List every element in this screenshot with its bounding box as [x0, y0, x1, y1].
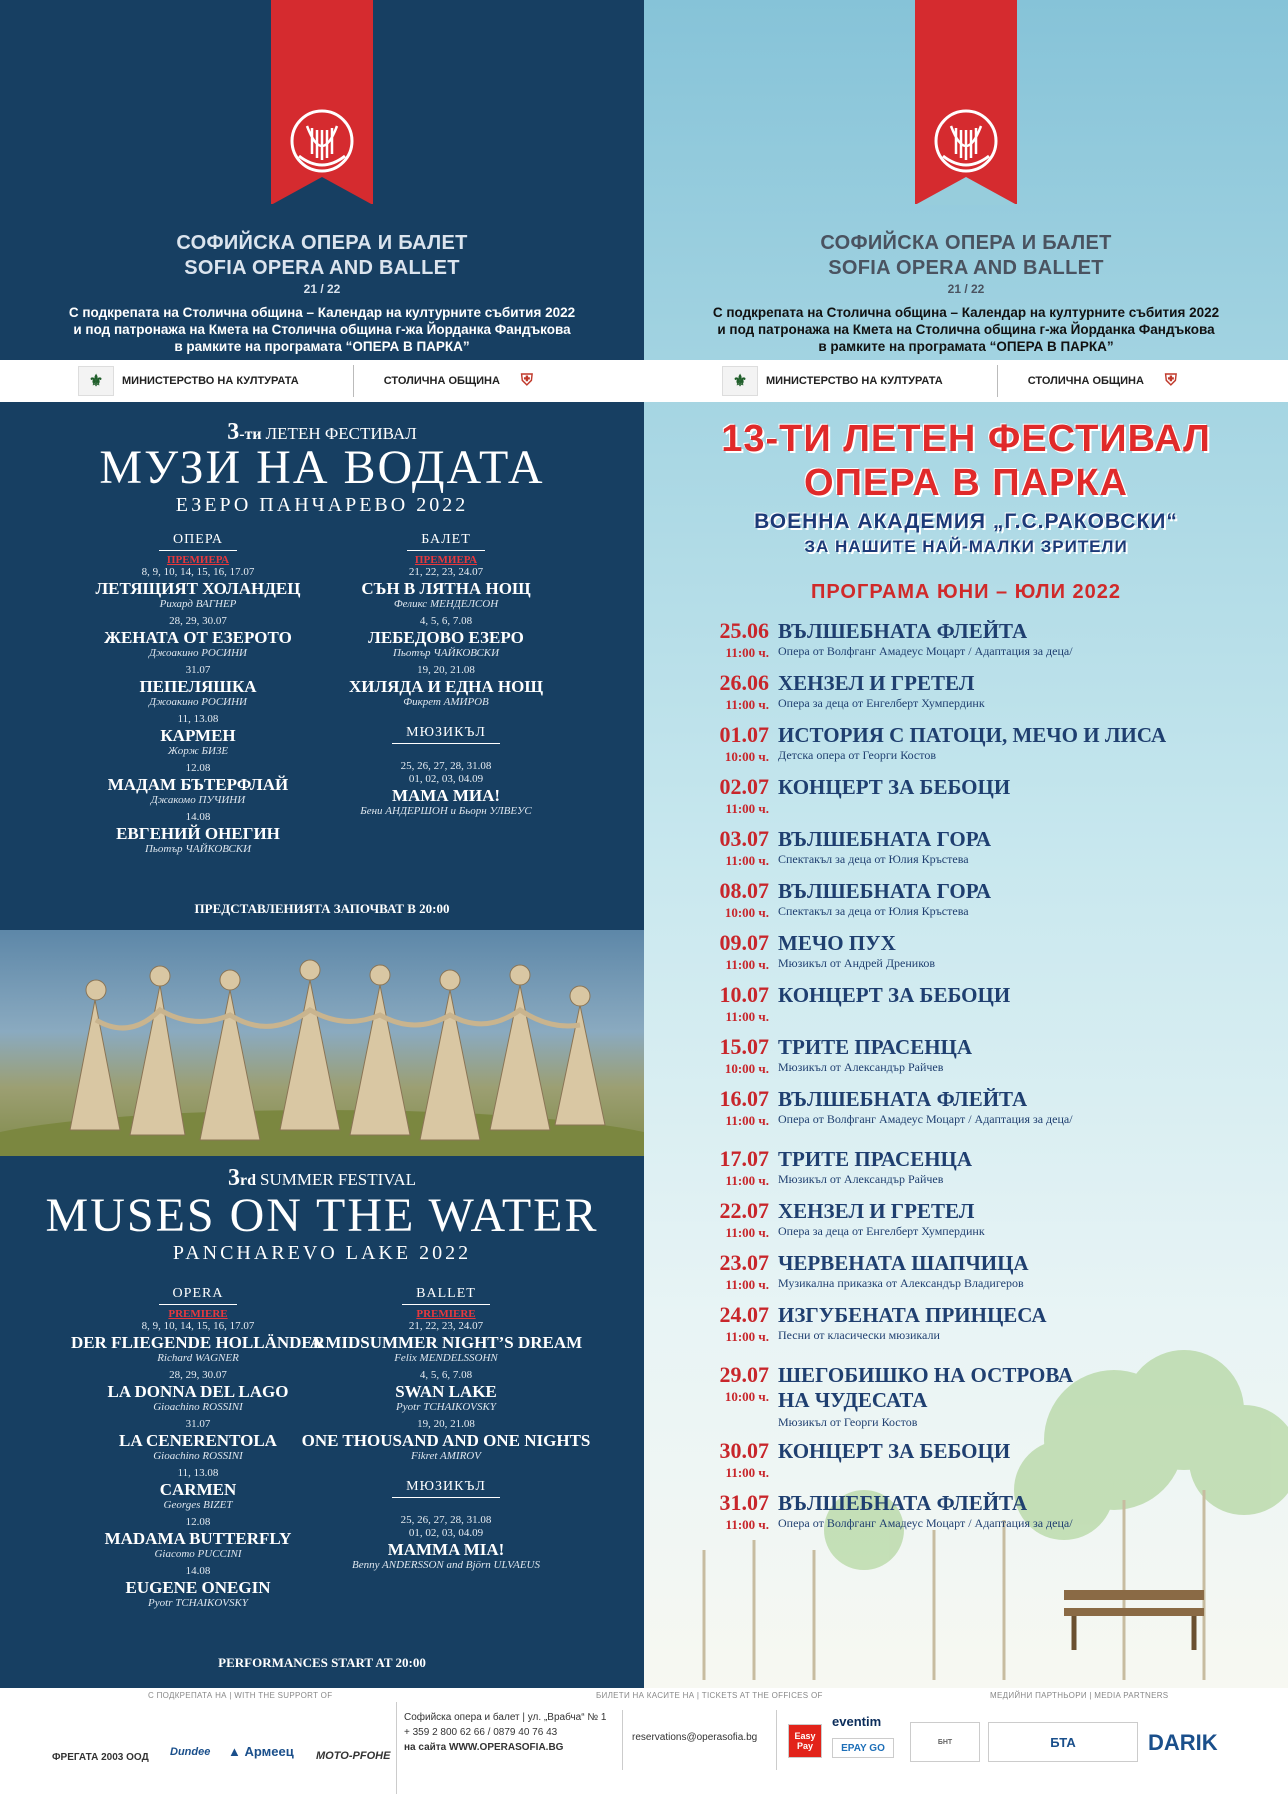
event-title: ШЕГОБИШКО НА ОСТРОВА НА ЧУДЕСАТА [778, 1363, 1074, 1412]
event-title: ВЪЛШЕБНАТА ГОРА [778, 879, 992, 903]
work-composer: Фикрет АМИРОВ [403, 696, 489, 708]
event-date: 29.07 [719, 1362, 769, 1387]
divider [353, 365, 354, 397]
musical-title: МАМА МИА! [391, 786, 501, 805]
musical-dates: 25, 26, 27, 28, 31.08 [400, 1514, 492, 1526]
sponsor-dundee-logo: Dundee [170, 1746, 211, 1758]
work-title: ONE THOUSAND AND ONE NIGHTS [301, 1431, 591, 1450]
work-dates: 28, 29, 30.07 [169, 615, 227, 627]
event-time: 11:00 ч. [725, 957, 769, 972]
park-audience: ЗА НАШИТЕ НАЙ-МАЛКИ ЗРИТЕЛИ [804, 537, 1128, 556]
muses-en-location: PANCHAREVO LAKE 2022 [172, 1242, 472, 1264]
event-description: Опера от Волфганг Амадеус Моцарт / Адаптация за деца/ [778, 1112, 1073, 1126]
work-composer: Жорж БИЗЕ [167, 745, 229, 757]
musical-title: MAMMA MIA! [387, 1540, 505, 1559]
municipality-crest-icon: ⛨ [1164, 372, 1177, 389]
event-title: КОНЦЕРТ ЗА БЕБОЦИ [778, 983, 1011, 1007]
event-description: Мюзикъл от Андрей Дреников [778, 956, 936, 970]
easypay-logo: Easy Pay [788, 1724, 822, 1758]
ordinal-suffix: rd [239, 1172, 256, 1189]
eventim-logo: eventim [832, 1714, 882, 1729]
event-date: 25.06 [719, 618, 769, 643]
work-composer: Джоакино РОСИНИ [149, 696, 247, 708]
sponsor-armeec-logo [228, 1744, 294, 1759]
en-ballet-column [296, 1284, 596, 1576]
work-composer: Fikret AMIROV [411, 1450, 481, 1462]
event-date: 09.07 [719, 930, 769, 955]
darik-logo: DARIK [1148, 1730, 1218, 1755]
event-title: МЕЧО ПУХ [778, 931, 896, 955]
event-time: 10:00 ч. [724, 1061, 769, 1076]
event-date: 03.07 [719, 826, 769, 851]
municipality-crest-icon: ⛨ [520, 372, 533, 389]
work-dates: 8, 9, 10, 14, 15, 16, 17.07 [141, 566, 255, 578]
work-title: КАРМЕН [160, 726, 236, 745]
work-dates: 14.08 [185, 1565, 211, 1577]
work-dates: 12.08 [185, 1516, 211, 1528]
event-date: 16.07 [719, 1086, 769, 1111]
municipality-label: СТОЛИЧНА ОБЩИНА [1027, 375, 1144, 387]
event-title: ИЗГУБЕНАТА ПРИНЦЕСА [778, 1303, 1047, 1327]
work-item [296, 664, 596, 709]
work-dates: 14.08 [185, 811, 211, 823]
work-title: СЪН В ЛЯТНА НОЩ [361, 579, 531, 598]
org-name-en: SOFIA OPERA AND BALLET [184, 257, 460, 279]
ordinal: 3 [227, 1165, 240, 1191]
event-description: Детска опера от Георги Костов [778, 748, 936, 762]
work-dates: 21, 22, 23, 24.07 [408, 566, 484, 578]
column-heading: BALLET [402, 1286, 490, 1305]
event-date: 24.07 [719, 1302, 769, 1327]
armeec-icon: ▲ [228, 1744, 241, 1759]
work-composer: Richard WAGNER [157, 1352, 239, 1364]
event-time: 11:00 ч. [725, 645, 769, 660]
event-title: ВЪЛШЕБНАТА ГОРА [778, 827, 992, 851]
event-title: ЧЕРВЕНАТА ШАПЧИЦА [778, 1251, 1029, 1275]
festival-label: ЛЕТЕН ФЕСТИВАЛ [265, 424, 417, 443]
work-item [296, 615, 596, 660]
work-composer: Рихард ВАГНЕР [159, 598, 237, 610]
armeec-label: Армеец [244, 1744, 294, 1759]
premiere-label: PREMIERE [168, 1308, 228, 1320]
footer [0, 1688, 1288, 1802]
support-line-1: С подкрепата на Столична община – Календар на културните събития 2022 [68, 305, 576, 320]
event-title: КОНЦЕРТ ЗА БЕБОЦИ [778, 1439, 1011, 1463]
work-list [296, 566, 596, 709]
event-date: 30.07 [719, 1438, 769, 1463]
work-item [296, 1320, 596, 1365]
event-date: 08.07 [719, 878, 769, 903]
program-title: ПРОГРАМА ЮНИ – ЮЛИ 2022 [810, 581, 1122, 603]
office-name: Софийска опера и балет [404, 1712, 520, 1723]
event-date: 15.07 [719, 1034, 769, 1059]
work-dates: 31.07 [185, 1418, 211, 1430]
event-title: ВЪЛШЕБНАТА ФЛЕЙТА [778, 1087, 1028, 1111]
event-date: 22.07 [719, 1198, 769, 1223]
event-description: Опера за деца от Енгелберт Хумпердинк [778, 1224, 985, 1238]
event-date: 01.07 [719, 722, 769, 747]
work-composer: Феликс МЕНДЕЛСОН [393, 598, 499, 610]
work-title: ХИЛЯДА И ЕДНА НОЩ [348, 677, 544, 696]
work-title: LA DONNA DEL LAGO [107, 1382, 289, 1401]
ordinal: 3 [227, 419, 240, 445]
event-title: ХЕНЗЕЛ И ГРЕТЕЛ [778, 671, 975, 695]
support-line-3: в рамките на програмата “ОПЕРА В ПАРКА” [818, 339, 1114, 354]
support-line-2: и под патронажа на Кмета на Столична община г-жа Йорданка Фандъкова [717, 322, 1215, 337]
event-date: 17.07 [719, 1146, 769, 1171]
season: 21 / 22 [947, 282, 985, 296]
work-item [296, 1369, 596, 1414]
work-title: DER FLIEGENDE HOLLÄNDER [70, 1333, 326, 1352]
festival-label: SUMMER FESTIVAL [259, 1170, 417, 1189]
event-title: КОНЦЕРТ ЗА БЕБОЦИ [778, 775, 1011, 799]
event-description: Мюзикъл от Георги Костов [778, 1415, 918, 1429]
work-composer: Felix MENDELSSOHN [394, 1352, 498, 1364]
website-link[interactable]: на сайта WWW.OPERASOFIA.BG [404, 1742, 564, 1753]
work-title: ЛЕТЯЩИЯТ ХОЛАНДЕЦ [95, 579, 301, 598]
event-title: ВЪЛШЕБНАТА ФЛЕЙТА [778, 619, 1028, 643]
work-title: МАДАМ БЪТЕРФЛАЙ [107, 775, 289, 794]
musical-heading: МЮЗИКЪЛ [392, 1479, 500, 1498]
premiere-label: ПРЕМИЕРА [166, 554, 230, 566]
event-date: 02.07 [719, 774, 769, 799]
work-item [296, 566, 596, 611]
musical-composer: Бени АНДЕРШОН и Бьорн УЛВЕУС [360, 805, 532, 817]
sponsor-fregata-logo: ФРЕГАТА 2003 ООД [52, 1752, 149, 1763]
event-time: 11:00 ч. [725, 1225, 769, 1240]
bta-logo: БТА [988, 1722, 1138, 1762]
event-description: Мюзикъл от Александър Райчев [778, 1060, 944, 1074]
work-dates: 11, 13.08 [177, 1467, 219, 1479]
org-name-bg: СОФИЙСКА ОПЕРА И БАЛЕТ [820, 232, 1112, 254]
event-time: 11:00 ч. [725, 1113, 769, 1128]
support-line-3: в рамките на програмата “ОПЕРА В ПАРКА” [174, 339, 470, 354]
work-dates: 4, 5, 6, 7.08 [419, 615, 473, 627]
event-date: 23.07 [719, 1250, 769, 1275]
divider [776, 1710, 777, 1770]
bnt-logo: БНТ [910, 1722, 980, 1762]
ribbon [915, 0, 1017, 204]
work-dates: 31.07 [185, 664, 211, 676]
work-composer: Пьотър ЧАЙКОВСКИ [392, 647, 500, 659]
event-description: Мюзикъл от Александър Райчев [778, 1172, 944, 1186]
tickets-label: БИЛЕТИ НА КАСИТЕ НА | TICKETS AT THE OFFICES OF [596, 1691, 823, 1700]
dancing-muses-painting [0, 930, 644, 1156]
event-time: 11:00 ч. [725, 1277, 769, 1292]
ministry-crest-icon: ⚜ [722, 366, 758, 396]
start-time-note: ПРЕДСТАВЛЕНИЯТА ЗАПОЧВАТ В 20:00 [194, 901, 450, 916]
support-line-1: С подкрепата на Столична община – Календар на културните събития 2022 [712, 305, 1220, 320]
right-panel [644, 0, 1288, 1688]
park-festival-line1: 13-ТИ ЛЕТЕН ФЕСТИВАЛ [721, 418, 1211, 460]
season: 21 / 22 [303, 282, 341, 296]
work-list [296, 1320, 596, 1463]
work-composer: Pyotr TCHAIKOVSKY [148, 1597, 248, 1609]
park-festival-title: ОПЕРА В ПАРКА [804, 462, 1128, 504]
sponsor-moto-logo: МОТО-PFOHE [316, 1750, 391, 1762]
event-time: 10:00 ч. [724, 1389, 769, 1404]
event-title: ТРИТЕ ПРАСЕНЦА [778, 1147, 973, 1171]
work-dates: 21, 22, 23, 24.07 [408, 1320, 484, 1332]
muses-en-title: MUSES ON THE WATER [45, 1189, 599, 1242]
event-time: 11:00 ч. [725, 1329, 769, 1344]
work-composer: Giacomo PUCCINI [154, 1548, 242, 1560]
ministry-label: МИНИСТЕРСТВО НА КУЛТУРАТА [122, 375, 299, 387]
municipality-label: СТОЛИЧНА ОБЩИНА [383, 375, 500, 387]
work-dates: 28, 29, 30.07 [169, 1369, 227, 1381]
event-date: 26.06 [719, 670, 769, 695]
left-panel [0, 0, 644, 1688]
phone-number: + 359 2 800 62 66 / 0879 40 76 43 [404, 1727, 558, 1738]
work-dates: 12.08 [185, 762, 211, 774]
office-info [404, 1710, 606, 1755]
ordinal-suffix: -ти [239, 426, 262, 443]
premiere-label: ПРЕМИЕРА [414, 554, 478, 566]
media-label: МЕДИЙНИ ПАРТНЬОРИ | MEDIA PARTNERS [990, 1691, 1169, 1700]
park-venue: ВОЕННА АКАДЕМИЯ „Г.С.РАКОВСКИ“ [754, 510, 1178, 533]
work-composer: Georges BIZET [163, 1499, 233, 1511]
muses-bg-title: МУЗИ НА ВОДАТА [99, 441, 545, 494]
work-composer: Джоакино РОСИНИ [149, 647, 247, 659]
office-line: Софийска опера и балет | ул. „Врабча“ № 1 [404, 1712, 607, 1723]
org-name-bg: СОФИЙСКА ОПЕРА И БАЛЕТ [176, 232, 468, 254]
support-label: С ПОДКРЕПАТА НА | WITH THE SUPPORT OF [148, 1691, 333, 1700]
event-time: 11:00 ч. [725, 1173, 769, 1188]
work-dates: 11, 13.08 [177, 713, 219, 725]
event-description: Песни от класически мюзикали [778, 1328, 940, 1342]
work-title: ЖЕНАТА ОТ ЕЗЕРОТО [104, 628, 292, 647]
work-dates: 19, 20, 21.08 [417, 1418, 475, 1430]
work-title: CARMEN [159, 1480, 237, 1499]
event-description: Спектакъл за деца от Юлия Кръстева [778, 904, 969, 918]
office-address: ул. „Врабча“ № 1 [527, 1712, 607, 1723]
column-heading: OPERA [159, 1286, 238, 1305]
event-description: Опера от Волфганг Амадеус Моцарт / Адаптация за деца/ [778, 1516, 1073, 1530]
work-composer: Пьотър ЧАЙКОВСКИ [144, 843, 252, 855]
partner-logo-strip [0, 360, 644, 402]
divider [997, 365, 998, 397]
event-title: ИСТОРИЯ С ПАТОЦИ, МЕЧО И ЛИСА [778, 723, 1167, 747]
divider [622, 1710, 623, 1770]
event-description: Опера за деца от Енгелберт Хумпердинк [778, 696, 985, 710]
work-item [296, 1418, 596, 1463]
event-date: 10.07 [719, 982, 769, 1007]
ribbon [271, 0, 373, 204]
work-title: A MIDSUMMER NIGHT’S DREAM [309, 1333, 583, 1352]
muses-bg-location: ЕЗЕРО ПАНЧАРЕВО 2022 [175, 494, 469, 516]
work-title: ПЕПЕЛЯШКА [139, 677, 257, 696]
column-heading: БАЛЕТ [407, 532, 485, 551]
musical-dates: 01, 02, 03, 04.09 [408, 773, 484, 785]
start-time-note: PERFORMANCES START AT 20:00 [218, 1655, 426, 1670]
epay-go-logo: EPAY GO [832, 1738, 894, 1758]
musical-dates: 25, 26, 27, 28, 31.08 [400, 760, 492, 772]
event-time: 11:00 ч. [725, 1517, 769, 1532]
event-description: Музикална приказка от Александър Владигеров [778, 1276, 1024, 1290]
event-title: ВЪЛШЕБНАТА ФЛЕЙТА [778, 1491, 1028, 1515]
ministry-crest-icon: ⚜ [78, 366, 114, 396]
dancing-figures-image [0, 930, 644, 1156]
lyre-emblem-icon [287, 106, 357, 176]
work-title: SWAN LAKE [395, 1382, 497, 1401]
support-line-2: и под патронажа на Кмета на Столична община г-жа Йорданка Фандъкова [73, 322, 571, 337]
event-time: 10:00 ч. [724, 905, 769, 920]
work-composer: Gioachino ROSSINI [153, 1401, 243, 1413]
event-time: 10:00 ч. [724, 749, 769, 764]
lyre-emblem-icon [931, 106, 1001, 176]
work-composer: Gioachino ROSSINI [153, 1450, 243, 1462]
premiere-label: PREMIERE [416, 1308, 476, 1320]
column-heading: ОПЕРА [159, 532, 237, 551]
event-time: 11:00 ч. [725, 853, 769, 868]
event-title: ХЕНЗЕЛ И ГРЕТЕЛ [778, 1199, 975, 1223]
email-link[interactable]: reservations@operasofia.bg [632, 1732, 758, 1743]
event-description: Опера от Волфганг Амадеус Моцарт / Адаптация за деца/ [778, 644, 1073, 658]
support-text [0, 304, 644, 355]
work-composer: Pyotr TCHAIKOVSKY [396, 1401, 496, 1413]
work-title: ЕВГЕНИЙ ОНЕГИН [116, 824, 280, 843]
support-text [644, 304, 1288, 355]
event-description: Спектакъл за деца от Юлия Кръстева [778, 852, 969, 866]
event-date: 31.07 [719, 1490, 769, 1515]
event-title: ТРИТЕ ПРАСЕНЦА [778, 1035, 973, 1059]
bg-ballet-column [296, 530, 596, 822]
work-composer: Джакомо ПУЧИНИ [150, 794, 246, 806]
event-time: 11:00 ч. [725, 1009, 769, 1024]
work-dates: 8, 9, 10, 14, 15, 16, 17.07 [141, 1320, 255, 1332]
partner-logo-strip [644, 360, 1288, 402]
event-time: 11:00 ч. [725, 1465, 769, 1480]
musical-heading: МЮЗИКЪЛ [392, 725, 500, 744]
work-dates: 4, 5, 6, 7.08 [419, 1369, 473, 1381]
event-time: 11:00 ч. [725, 697, 769, 712]
work-dates: 19, 20, 21.08 [417, 664, 475, 676]
org-name-en: SOFIA OPERA AND BALLET [828, 257, 1104, 279]
work-title: ЛЕБЕДОВО ЕЗЕРО [368, 628, 524, 647]
ministry-label: МИНИСТЕРСТВО НА КУЛТУРАТА [766, 375, 943, 387]
event-time: 11:00 ч. [725, 801, 769, 816]
divider [396, 1702, 397, 1794]
work-title: LA CENERENTOLA [119, 1431, 277, 1450]
work-title: EUGENE ONEGIN [125, 1578, 271, 1597]
musical-dates: 01, 02, 03, 04.09 [408, 1527, 484, 1539]
musical-composer: Benny ANDERSSON and Björn ULVAEUS [352, 1559, 540, 1571]
work-title: MADAMA BUTTERFLY [104, 1529, 292, 1548]
